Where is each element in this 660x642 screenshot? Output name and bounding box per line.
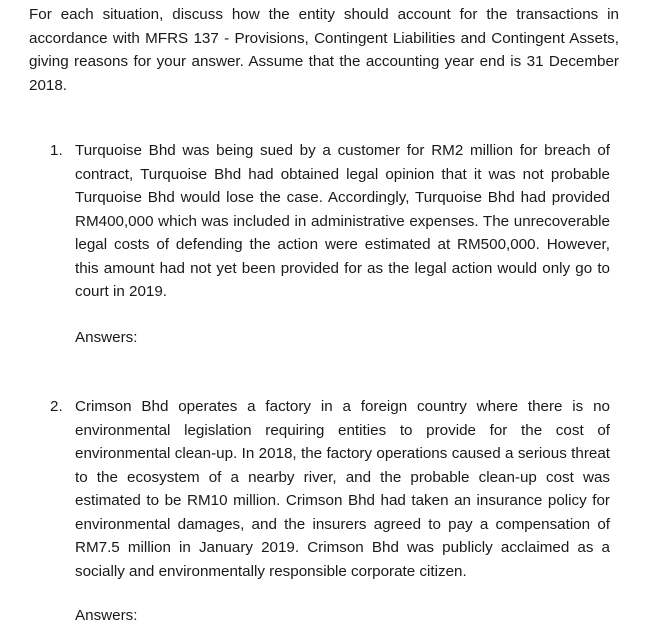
question-item-1 bbox=[50, 139, 610, 304]
question-text-2: Crimson Bhd operates a factory in a foreign country where there is no environmental legislation requiring entities to provide for the cost of environmental clean-up. In 2018, the factory operations caused a serious threat to the ecosystem of a nearby river, and the probable clean-up cost was estimated to be RM10 million. Crimson Bhd had taken an insurance policy for environmental damages, and the insurers agreed to pay a compensation of RM7.5 million in January 2019. Crimson Bhd was publicly acclaimed as a socially and environmentally responsible corporate citizen. bbox=[75, 398, 610, 580]
answer-label-2: Answers: bbox=[75, 607, 138, 624]
instructions-paragraph: For each situation, discuss how the entity should account for the transactions in accordance with MFRS 137 - Provisions, Contingent Liabilities and Contingent Assets, giving reasons for your answer. Assume that the accounting year end is 31 December 2018. bbox=[29, 6, 619, 94]
answer-label-1: Answers: bbox=[75, 329, 138, 346]
question-text-1: Turquoise Bhd was being sued by a customer for RM2 million for breach of contract, Turquoise Bhd had obtained legal opinion that it was not probable Turquoise Bhd would lose the case. Accordingly, Turquoise Bhd had provided RM400,000 which was included in administrative expenses. The unrecoverable legal costs of defending the action were estimated at RM500,000. However, this amount had not yet been provided for as the legal action would only go to court in 2019. bbox=[75, 142, 610, 300]
question-item-2 bbox=[50, 395, 610, 583]
question-number-2: 2. bbox=[50, 398, 63, 415]
question-number-1: 1. bbox=[50, 142, 63, 159]
